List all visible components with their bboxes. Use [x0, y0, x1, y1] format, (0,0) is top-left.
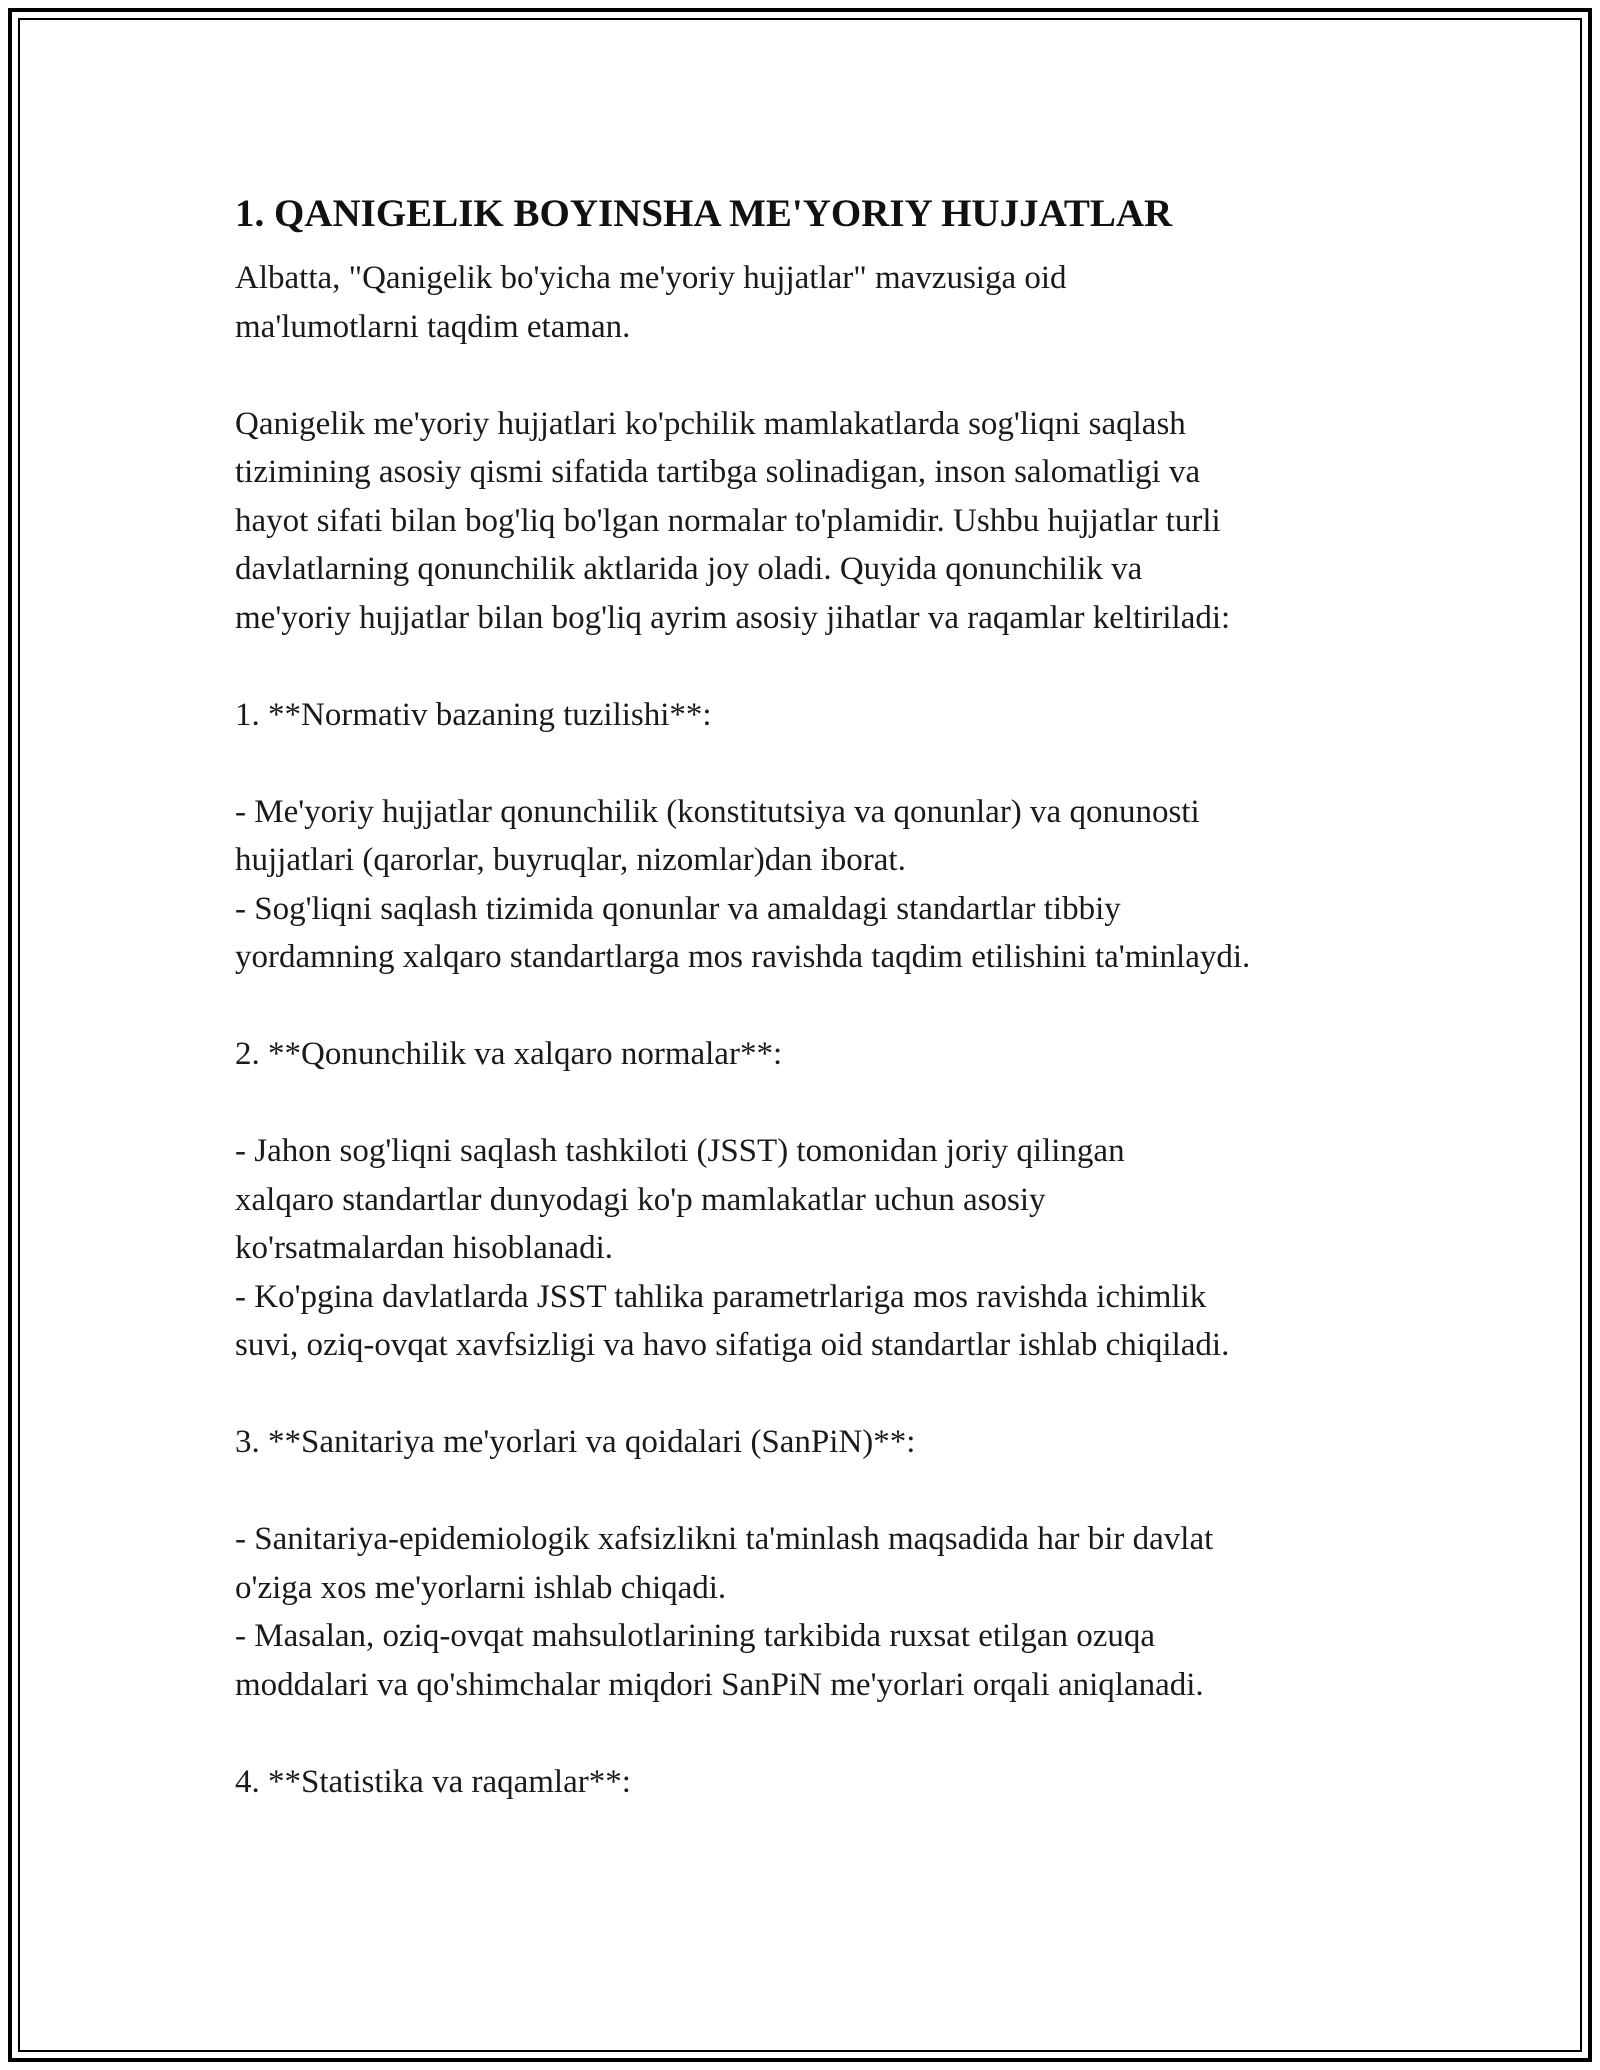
document-title: 1. QANIGELIK BOYINSHA ME'YORIY HUJJATLAR — [235, 192, 1173, 235]
spacer — [235, 1709, 1385, 1758]
section-body-1: - Me'yoriy hujjatlar qonunchilik (konstitutsiya va qonunlar) va qonunosti hujjatlari (qarorlar, buyruqlar, nizomlar)dan iborat. - Sog'liqni saqlash tizimida qonunlar va amaldagi standartlar tibbiy yordamning xalqaro standartlarga mos ravishda taqdim etilishini ta'minlaydi. — [235, 793, 1251, 975]
section-heading-4: 4. **Statistika va raqamlar**: — [235, 1763, 631, 1800]
section-heading-1: 1. **Normativ bazaning tuzilishi**: — [235, 696, 712, 733]
overview-paragraph: Qanigelik me'yoriy hujjatlari ko'pchilik mamlakatlarda sog'liqni saqlash tizimining asosiy qismi sifatida tartibga solinadigan, inson salomatligi va hayot sifati bilan bog'liq bo'lgan normalar to'plamidir. Ushbu hujjatlar turli davlatlarning qonunchilik aktlarida joy oladi. Quyida qonunchilik va me'yoriy hujjatlar bilan bog'liq ayrim asosiy jihatlar va raqamlar keltiriladi: — [235, 405, 1231, 636]
spacer — [235, 1079, 1385, 1128]
document-body — [235, 186, 1385, 1806]
spacer — [235, 1467, 1385, 1516]
section-body-3: - Sanitariya-epidemiologik xafsizlikni ta'minlash maqsadida har bir davlat o'ziga xos me'yorlarni ishlab chiqadi. - Masalan, oziq-ovqat mahsulotlarining tarkibida ruxsat etilgan ozuqa moddalari va qo'shimchalar miqdori SanPiN me'yorlari orqali aniqlanadi. — [235, 1521, 1214, 1703]
section-heading-2: 2. **Qonunchilik va xalqaro normalar**: — [235, 1036, 783, 1072]
spacer — [235, 982, 1385, 1031]
section-heading-3: 3. **Sanitariya me'yorlari va qoidalari (SanPiN)**: — [235, 1424, 916, 1460]
spacer — [235, 1370, 1385, 1419]
spacer — [235, 642, 1385, 691]
spacer — [235, 351, 1385, 400]
section-body-2: - Jahon sog'liqni saqlash tashkiloti (JSST) tomonidan joriy qilingan xalqaro standartlar dunyodagi ko'p mamlakatlar uchun asosiy ko'rsatmalardan hisoblanadi. - Ko'pgina davlatlarda JSST tahlika parametrlariga mos ravishda ichimlik suvi, oziq-ovqat xavfsizligi va havo sifatiga oid standartlar ishlab chiqiladi. — [235, 1133, 1230, 1363]
intro-paragraph: Albatta, "Qanigelik bo'yicha me'yoriy hujjatlar" mavzusiga oid ma'lumotlarni taqdim etaman. — [235, 260, 1067, 345]
spacer — [235, 739, 1385, 788]
